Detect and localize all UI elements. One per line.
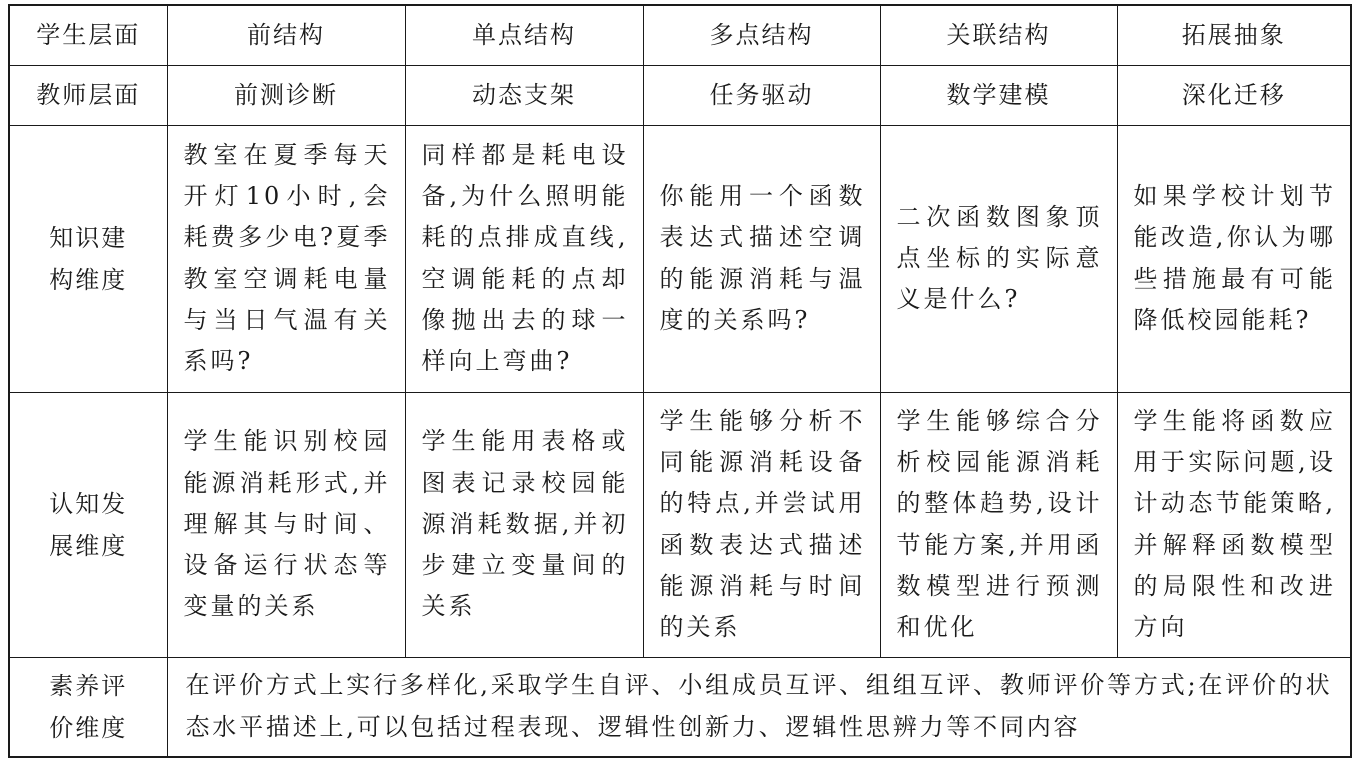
knowledge-cell-3: 你能用一个函数表达式描述空调的能源消耗与温度的关系吗? <box>643 125 880 392</box>
knowledge-construction-row <box>9 125 1351 392</box>
stage-prestructural: 前结构 <box>167 5 405 65</box>
knowledge-cell-5: 如果学校计划节能改造,你认为哪些措施最有可能降低校园能耗? <box>1117 125 1351 392</box>
stage-extended-abstract: 拓展抽象 <box>1117 5 1351 65</box>
strategy-dynamic-scaffold: 动态支架 <box>405 65 643 125</box>
stage-unistructural: 单点结构 <box>405 5 643 65</box>
stage-multistructural: 多点结构 <box>643 5 880 65</box>
evaluation-description: 在评价方式上实行多样化,采取学生自评、小组成员互评、组组互评、教师评价等方式;在评价的状态水平描述上,可以包括过程表现、逻辑性创新力、逻辑性思辨力等不同内容 <box>167 657 1351 757</box>
evaluation-framework-table <box>8 4 1352 758</box>
student-level-row <box>9 5 1351 65</box>
row-label-knowledge-construction: 知识建构维度 <box>9 125 167 392</box>
row-label-student-level: 学生层面 <box>9 5 167 65</box>
literacy-evaluation-row <box>9 657 1351 757</box>
strategy-pre-diagnosis: 前测诊断 <box>167 65 405 125</box>
knowledge-cell-2: 同样都是耗电设备,为什么照明能耗的点排成直线,空调能耗的点却像抛出去的球一样向上弯曲? <box>405 125 643 392</box>
stage-relational: 关联结构 <box>880 5 1117 65</box>
cognitive-cell-4: 学生能够综合分析校园能源消耗的整体趋势,设计节能方案,并用函数模型进行预测和优化 <box>880 392 1117 657</box>
strategy-task-driven: 任务驱动 <box>643 65 880 125</box>
row-label-teacher-level: 教师层面 <box>9 65 167 125</box>
knowledge-cell-1: 教室在夏季每天开灯10小时,会耗费多少电?夏季教室空调耗电量与当日气温有关系吗? <box>167 125 405 392</box>
strategy-deep-transfer: 深化迁移 <box>1117 65 1351 125</box>
row-label-cognitive-development: 认知发展维度 <box>9 392 167 657</box>
cognitive-cell-5: 学生能将函数应用于实际问题,设计动态节能策略,并解释函数模型的局限性和改进方向 <box>1117 392 1351 657</box>
strategy-math-modeling: 数学建模 <box>880 65 1117 125</box>
teacher-level-row <box>9 65 1351 125</box>
knowledge-cell-4: 二次函数图象顶点坐标的实际意义是什么? <box>880 125 1117 392</box>
row-label-literacy-evaluation: 素养评价维度 <box>9 657 167 757</box>
cognitive-development-row <box>9 392 1351 657</box>
cognitive-cell-2: 学生能用表格或图表记录校园能源消耗数据,并初步建立变量间的关系 <box>405 392 643 657</box>
cognitive-cell-1: 学生能识别校园能源消耗形式,并理解其与时间、设备运行状态等变量的关系 <box>167 392 405 657</box>
cognitive-cell-3: 学生能够分析不同能源消耗设备的特点,并尝试用函数表达式描述能源消耗与时间的关系 <box>643 392 880 657</box>
